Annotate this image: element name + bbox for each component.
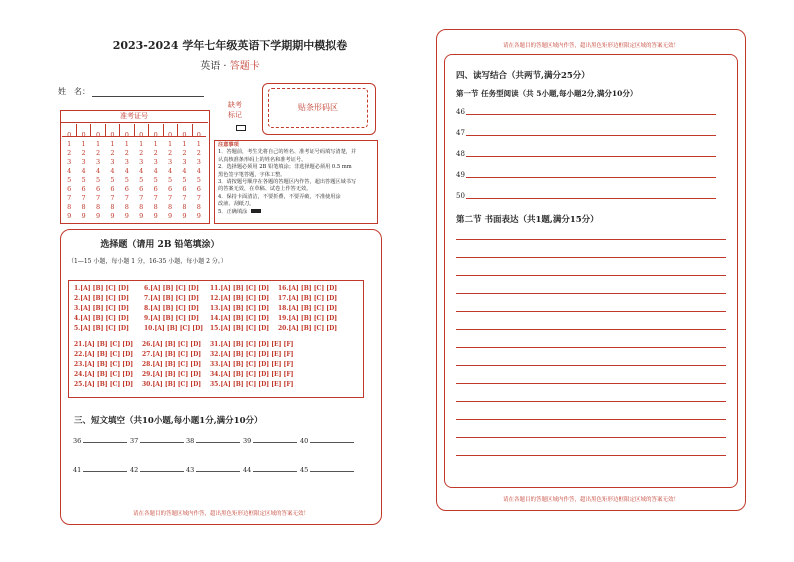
id-digit-bubble[interactable]: 2: [167, 149, 173, 157]
writing-line[interactable]: [456, 455, 726, 456]
choice-question[interactable]: 34.[A] [B] [C] [D] [E] [F]: [210, 371, 294, 378]
page-subtitle: [80, 57, 380, 72]
choice-question[interactable]: 25.[A] [B] [C] [D]: [74, 381, 134, 388]
id-digit-bubble[interactable]: 8: [124, 203, 129, 211]
writing-line[interactable]: [456, 365, 726, 366]
id-digit-column[interactable]: [91, 131, 105, 221]
writing-line[interactable]: [456, 311, 726, 312]
choice-question[interactable]: 2.[A] [B] [C] [D]: [74, 295, 129, 302]
id-digit-bubble[interactable]: 3: [81, 158, 86, 166]
cloze-blank[interactable]: 44: [243, 466, 299, 474]
writing-line[interactable]: [456, 329, 726, 330]
section4-part2-title: 第二节 书面表达（共1题,满分15分）: [456, 215, 599, 225]
notes-box: [214, 140, 378, 224]
choice-question[interactable]: 32.[A] [B] [C] [D] [E] [F]: [210, 351, 294, 358]
choice-question[interactable]: 20.[A] [B] [C] [D]: [278, 325, 338, 332]
choice-question[interactable]: 22.[A] [B] [C] [D]: [74, 351, 134, 358]
notes-fill-example: 5．正确填涂: [218, 209, 374, 216]
cloze-title: 三、短文填空（共10小题,每小题1分,满分10分）: [74, 416, 263, 426]
id-digit-bubble[interactable]: 6: [95, 185, 101, 193]
choice-title: 选择题（请用 2B 铅笔填涂）: [100, 240, 220, 250]
id-digit-bubble[interactable]: 4: [139, 167, 144, 175]
id-digit-column[interactable]: [163, 131, 177, 221]
id-digit-bubble[interactable]: 3: [67, 158, 72, 166]
id-digit-bubble[interactable]: 8: [81, 203, 86, 211]
choice-question[interactable]: 14.[A] [B] [C] [D]: [210, 315, 270, 322]
id-digit-bubble[interactable]: 1: [139, 140, 144, 148]
id-digit-bubble[interactable]: 9: [167, 212, 173, 220]
id-digit-bubble[interactable]: 4: [182, 167, 187, 175]
id-digit-column[interactable]: [177, 131, 191, 221]
id-digit-bubble[interactable]: 2: [95, 149, 101, 157]
id-digit-bubble[interactable]: 2: [110, 149, 115, 157]
id-digit-column[interactable]: [120, 131, 134, 221]
cloze-blank[interactable]: 36: [73, 437, 129, 445]
id-digit-bubble[interactable]: 4: [124, 167, 129, 175]
choice-question[interactable]: 13.[A] [B] [C] [D]: [210, 305, 270, 312]
notes-line: 1．答题前，考生先将自己的姓名、准考证号码填写清楚，并: [218, 149, 357, 156]
id-digit-bubble[interactable]: 4: [167, 167, 173, 175]
right-header-note: 请在各题目的答题区域内作答，超出黑色矩形边框限定区域的答案无效！: [502, 43, 679, 49]
answer-card-label: 答题卡: [229, 61, 260, 72]
choice-question[interactable]: 3.[A] [B] [C] [D]: [74, 305, 129, 312]
id-digit-bubble[interactable]: 4: [67, 167, 72, 175]
notes-line: 4．保持卡面清洁，不要折叠，不要弄破，不准使用涂: [218, 193, 341, 200]
id-digit-bubble[interactable]: 1: [182, 140, 187, 148]
task-reading-line[interactable]: 48: [456, 150, 726, 158]
id-digit-bubble[interactable]: 5: [167, 176, 173, 184]
id-digit-bubble[interactable]: 7: [167, 194, 173, 202]
name-field[interactable]: [92, 96, 204, 97]
id-digit-bubble[interactable]: 5: [67, 176, 72, 184]
id-digit-bubble[interactable]: 9: [110, 212, 115, 220]
cloze-blank[interactable]: 42: [130, 466, 186, 474]
choice-question[interactable]: 9.[A] [B] [C] [D]: [144, 315, 199, 322]
page-title: 2023-2024 学年七年级英语下学期期中模拟卷: [112, 39, 348, 52]
choice-question[interactable]: 23.[A] [B] [C] [D]: [74, 361, 134, 368]
id-digit-bubble[interactable]: 8: [110, 203, 115, 211]
notes-line: 黑色签字笔答题，字体工整。: [218, 171, 286, 178]
id-digit-bubble[interactable]: 6: [153, 185, 158, 193]
id-digit-bubble[interactable]: 1: [67, 140, 72, 148]
id-digit-bubble[interactable]: 2: [139, 149, 144, 157]
id-digit-bubble[interactable]: 9: [124, 212, 129, 220]
id-digit-bubble[interactable]: 7: [95, 194, 101, 202]
writing-line[interactable]: [456, 437, 726, 438]
id-digit-bubble[interactable]: 0: [196, 131, 201, 139]
choice-question[interactable]: 31.[A] [B] [C] [D] [E] [F]: [210, 341, 294, 348]
id-digit-bubble[interactable]: 7: [124, 194, 129, 202]
id-digit-bubble[interactable]: 7: [153, 194, 158, 202]
id-digit-bubble[interactable]: 3: [182, 158, 187, 166]
notes-line: 2．选择题必须用 2B 铅笔填涂；非选择题必须用 0.5 mm: [218, 164, 352, 171]
filled-mark-icon: [251, 209, 261, 213]
id-digit-bubble[interactable]: 1: [81, 140, 86, 148]
choice-question[interactable]: 7.[A] [B] [C] [D]: [144, 295, 199, 302]
choice-question[interactable]: 29.[A] [B] [C] [D]: [142, 371, 202, 378]
id-digit-bubble[interactable]: 5: [124, 176, 129, 184]
id-digit-bubble[interactable]: 4: [95, 167, 101, 175]
id-digit-bubble[interactable]: 3: [124, 158, 129, 166]
notes-title: 注意事项: [218, 142, 239, 148]
id-digit-bubble[interactable]: 7: [81, 194, 86, 202]
choice-question[interactable]: 15.[A] [B] [C] [D]: [210, 325, 270, 332]
id-digit-bubble[interactable]: 3: [153, 158, 158, 166]
id-digit-bubble[interactable]: 0: [153, 131, 158, 139]
notes-lines: [218, 149, 374, 208]
id-digit-bubble[interactable]: 8: [139, 203, 144, 211]
id-digit-bubble[interactable]: 5: [139, 176, 144, 184]
writing-line[interactable]: [456, 419, 726, 420]
cloze-blank[interactable]: 43: [186, 466, 242, 474]
id-digit-column[interactable]: [134, 131, 148, 221]
section4-part1-title: 第一节 任务型阅读（共 5小题,每小题2分,满分10分）: [456, 89, 638, 98]
writing-line[interactable]: [456, 383, 726, 384]
absent-mark-label: 缺考 标记: [228, 101, 242, 119]
id-digit-column[interactable]: [148, 131, 162, 221]
cloze-blank[interactable]: 39: [243, 437, 299, 445]
task-reading-line[interactable]: 49: [456, 171, 726, 179]
choice-question[interactable]: 17.[A] [B] [C] [D]: [278, 295, 338, 302]
exam-id-label: 准考证号: [60, 110, 208, 123]
writing-line[interactable]: [456, 347, 726, 348]
notes-line: 认真核准条形码上的姓名和准考证号。: [218, 156, 307, 163]
id-digit-bubble[interactable]: 9: [153, 212, 158, 220]
id-digit-bubble[interactable]: 0: [139, 131, 144, 139]
cloze-blank[interactable]: 40: [300, 437, 356, 445]
choice-question[interactable]: 21.[A] [B] [C] [D]: [74, 341, 134, 348]
choice-question[interactable]: 26.[A] [B] [C] [D]: [142, 341, 202, 348]
id-digit-bubble[interactable]: 5: [110, 176, 115, 184]
id-digit-bubble[interactable]: 0: [182, 131, 187, 139]
exam-id-bubbles[interactable]: [62, 131, 206, 221]
barcode-label: 贴条形码区: [268, 88, 368, 128]
id-digit-bubble[interactable]: 9: [182, 212, 187, 220]
id-digit-bubble[interactable]: 5: [182, 176, 187, 184]
subtitle-dot: ·: [223, 61, 227, 72]
cloze-blank[interactable]: 41: [73, 466, 129, 474]
id-digit-bubble[interactable]: 3: [167, 158, 173, 166]
choice-question[interactable]: 1.[A] [B] [C] [D]: [74, 285, 129, 292]
task-reading-line[interactable]: 47: [456, 129, 726, 137]
id-digit-bubble[interactable]: 1: [153, 140, 158, 148]
id-digit-bubble[interactable]: 7: [182, 194, 187, 202]
choice-question[interactable]: 4.[A] [B] [C] [D]: [74, 315, 129, 322]
choice-question[interactable]: 6.[A] [B] [C] [D]: [144, 285, 199, 292]
choice-question[interactable]: 8.[A] [B] [C] [D]: [144, 305, 199, 312]
id-digit-bubble[interactable]: 1: [110, 140, 115, 148]
id-digit-bubble[interactable]: 6: [124, 185, 129, 193]
writing-line[interactable]: [456, 293, 726, 294]
writing-line[interactable]: [456, 401, 726, 402]
id-digit-bubble[interactable]: 7: [67, 194, 72, 202]
id-digit-bubble[interactable]: 2: [124, 149, 129, 157]
id-digit-bubble[interactable]: 1: [124, 140, 129, 148]
id-digit-bubble[interactable]: 8: [67, 203, 72, 211]
id-digit-bubble[interactable]: 3: [139, 158, 144, 166]
absent-mark-box[interactable]: [236, 125, 246, 131]
id-digit-bubble[interactable]: 0: [81, 131, 86, 139]
task-reading-line[interactable]: 50: [456, 192, 726, 200]
notes-line: 改液、刮纸刀。: [218, 201, 255, 208]
id-digit-bubble[interactable]: 4: [196, 167, 201, 175]
cloze-blank[interactable]: 45: [300, 466, 356, 474]
id-digit-bubble[interactable]: 6: [81, 185, 86, 193]
id-digit-bubble[interactable]: 6: [196, 185, 201, 193]
writing-line[interactable]: [456, 239, 726, 240]
choice-question[interactable]: 12.[A] [B] [C] [D]: [210, 295, 270, 302]
id-digit-bubble[interactable]: 3: [95, 158, 101, 166]
id-digit-bubble[interactable]: 3: [110, 158, 115, 166]
id-digit-bubble[interactable]: 7: [139, 194, 144, 202]
name-label: 姓 名：: [58, 87, 90, 96]
id-digit-bubble[interactable]: 4: [81, 167, 86, 175]
task-reading-line[interactable]: 46: [456, 108, 726, 116]
writing-line[interactable]: [456, 275, 726, 276]
id-digit-bubble[interactable]: 9: [139, 212, 144, 220]
id-digit-bubble[interactable]: 9: [95, 212, 101, 220]
choice-question[interactable]: 18.[A] [B] [C] [D]: [278, 305, 338, 312]
id-digit-bubble[interactable]: 2: [182, 149, 187, 157]
id-digit-bubble[interactable]: 2: [67, 149, 72, 157]
id-digit-column[interactable]: [105, 131, 119, 221]
left-footer: 请在各题目的答题区域内作答，超出黑色矩形边框限定区域的答案无效！: [132, 511, 309, 517]
notes-line: 3．请按题号顺序在各题的答题区内作答，超出答题区域书写: [218, 179, 357, 186]
id-digit-bubble[interactable]: 4: [110, 167, 115, 175]
cloze-blank[interactable]: 38: [186, 437, 242, 445]
id-digit-bubble[interactable]: 8: [182, 203, 187, 211]
choice-question[interactable]: 35.[A] [B] [C] [D] [E] [F]: [210, 381, 294, 388]
choice-note: （1—15 小题，每小题 1 分，16-35 小题，每小题 2 分。）: [68, 258, 227, 265]
id-digit-bubble[interactable]: 1: [95, 140, 101, 148]
id-digit-column[interactable]: [62, 131, 76, 221]
id-digit-bubble[interactable]: 8: [167, 203, 173, 211]
id-digit-bubble[interactable]: 0: [95, 131, 101, 139]
choice-question[interactable]: 33.[A] [B] [C] [D] [E] [F]: [210, 361, 294, 368]
choice-question[interactable]: 30.[A] [B] [C] [D]: [142, 381, 202, 388]
subject-label: 英语: [200, 61, 221, 72]
id-digit-bubble[interactable]: 2: [196, 149, 201, 157]
id-digit-bubble[interactable]: 7: [110, 194, 115, 202]
choice-question[interactable]: 28.[A] [B] [C] [D]: [142, 361, 202, 368]
id-digit-bubble[interactable]: 6: [167, 185, 173, 193]
id-digit-bubble[interactable]: 5: [95, 176, 101, 184]
id-digit-bubble[interactable]: 7: [196, 194, 201, 202]
choice-question[interactable]: 24.[A] [B] [C] [D]: [74, 371, 134, 378]
id-digit-bubble[interactable]: 9: [196, 212, 201, 220]
id-digit-column[interactable]: [76, 131, 90, 221]
choice-question[interactable]: 16.[A] [B] [C] [D]: [278, 285, 338, 292]
id-digit-bubble[interactable]: 6: [110, 185, 115, 193]
id-digit-column[interactable]: [192, 131, 206, 221]
id-digit-bubble[interactable]: 6: [182, 185, 187, 193]
id-digit-bubble[interactable]: 2: [81, 149, 86, 157]
answer-area: [444, 54, 738, 488]
notes-line: 的答案无效，在草稿、试卷上作答无效。: [218, 186, 312, 193]
section4-title: 四、读写结合（共两节,满分25分）: [456, 71, 590, 81]
id-digit-bubble[interactable]: 9: [67, 212, 72, 220]
id-digit-bubble[interactable]: 3: [196, 158, 201, 166]
id-digit-bubble[interactable]: 6: [67, 185, 72, 193]
choice-question[interactable]: 19.[A] [B] [C] [D]: [278, 315, 338, 322]
id-digit-bubble[interactable]: 1: [196, 140, 201, 148]
id-digit-bubble[interactable]: 8: [196, 203, 201, 211]
id-digit-bubble[interactable]: 5: [153, 176, 158, 184]
id-digit-bubble[interactable]: 0: [110, 131, 115, 139]
choice-question[interactable]: 10.[A] [B] [C] [D]: [144, 325, 204, 332]
id-digit-bubble[interactable]: 4: [153, 167, 158, 175]
choice-question[interactable]: 5.[A] [B] [C] [D]: [74, 325, 129, 332]
choice-question[interactable]: 11.[A] [B] [C] [D]: [210, 285, 270, 292]
writing-line[interactable]: [456, 257, 726, 258]
id-digit-bubble[interactable]: 0: [167, 131, 173, 139]
id-digit-bubble[interactable]: 6: [139, 185, 144, 193]
id-digit-bubble[interactable]: 1: [167, 140, 173, 148]
id-digit-bubble[interactable]: 8: [153, 203, 158, 211]
cloze-blank[interactable]: 37: [130, 437, 186, 445]
id-digit-bubble[interactable]: 0: [124, 131, 129, 139]
choice-question[interactable]: 27.[A] [B] [C] [D]: [142, 351, 202, 358]
id-digit-bubble[interactable]: 2: [153, 149, 158, 157]
id-digit-bubble[interactable]: 0: [67, 131, 72, 139]
id-digit-bubble[interactable]: 8: [95, 203, 101, 211]
right-footer: 请在各题目的答题区域内作答，超出黑色矩形边框限定区域的答案无效！: [502, 497, 679, 503]
id-digit-bubble[interactable]: 9: [81, 212, 86, 220]
id-digit-bubble[interactable]: 5: [81, 176, 86, 184]
id-digit-bubble[interactable]: 5: [196, 176, 201, 184]
